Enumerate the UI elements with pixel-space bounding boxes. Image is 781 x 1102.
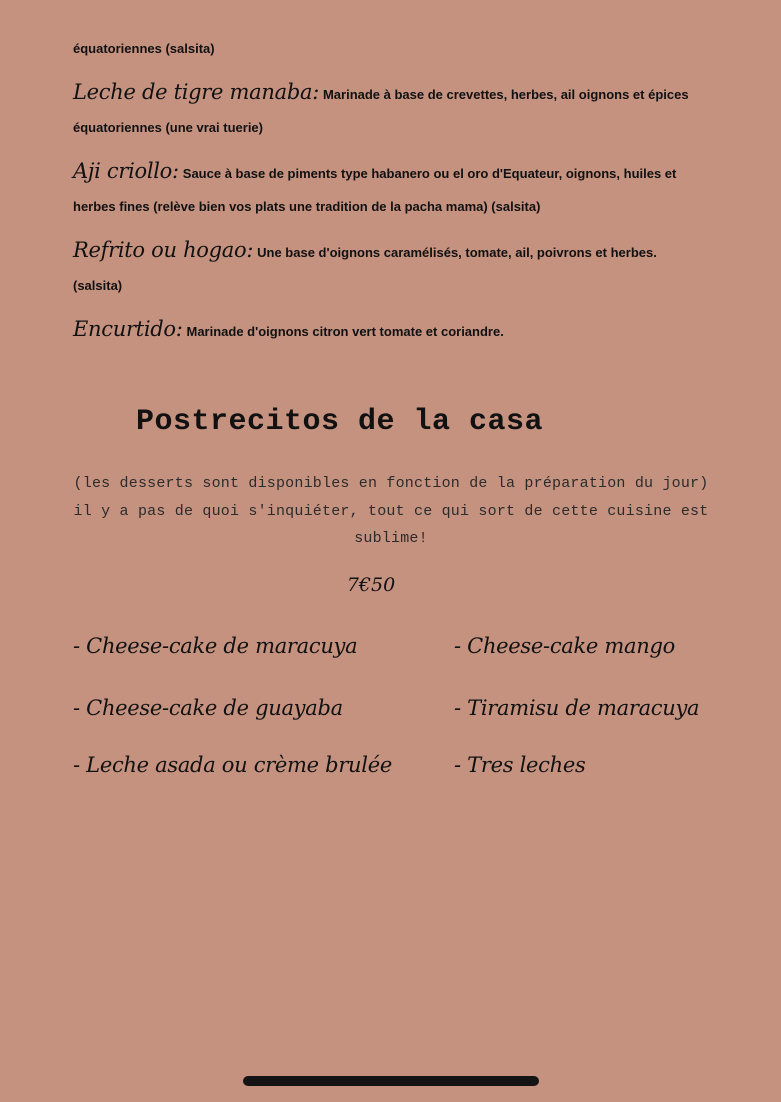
sauce-item-aji-criollo: [73, 159, 676, 183]
sauce-description: Marinade d'oignons citron vert tomate et coriandre.: [186, 324, 504, 339]
sauce-description: Sauce à base de piments type habanero ou el oro d'Equateur, oignons, huiles et: [182, 166, 677, 181]
sauce-description-cont: (salsita): [73, 278, 123, 293]
dessert-item: - Cheese-cake mango: [454, 634, 675, 658]
sauce-name: Leche de tigre manaba:: [73, 80, 319, 104]
sauce-description: Marinade à base de crevettes, herbes, ail oignons et épices: [322, 87, 689, 102]
sauce-description-cont: herbes fines (relève bien vos plats une tradition de la pacha mama) (salsita): [73, 199, 541, 214]
sauce-name: Refrito ou hogao:: [73, 238, 254, 262]
sauce-name: Aji criollo:: [73, 159, 179, 183]
sauce-item-leche-de-tigre: [73, 80, 689, 104]
dessert-item: - Cheese-cake de maracuya: [73, 634, 358, 658]
desserts-note-line-3: sublime!: [354, 530, 428, 547]
sauce-description-cont: équatoriennes (une vrai tuerie): [73, 120, 263, 135]
sauce-item-encurtido: [73, 317, 504, 341]
sauce-description: Une base d'oignons caramélisés, tomate, ail, poivrons et herbes.: [257, 245, 657, 260]
home-indicator-bar[interactable]: [243, 1076, 539, 1086]
desserts-note-line-2: il y a pas de quoi s'inquiéter, tout ce qui sort de cette cuisine est: [73, 503, 709, 520]
sauce-name: Encurtido:: [73, 317, 183, 341]
desserts-price: 7€50: [346, 574, 396, 596]
dessert-item: - Tres leches: [454, 753, 586, 777]
desserts-note-line-1: (les desserts sont disponibles en fonction de la préparation du jour): [73, 475, 709, 492]
sauce-continuation-line: équatoriennes (salsita): [73, 41, 215, 56]
dessert-item: - Cheese-cake de guayaba: [73, 696, 343, 720]
dessert-item: - Tiramisu de maracuya: [454, 696, 700, 720]
dessert-item: - Leche asada ou crème brulée: [73, 753, 392, 777]
sauce-item-refrito: [73, 238, 657, 262]
desserts-title: Postrecitos de la casa: [136, 405, 544, 439]
